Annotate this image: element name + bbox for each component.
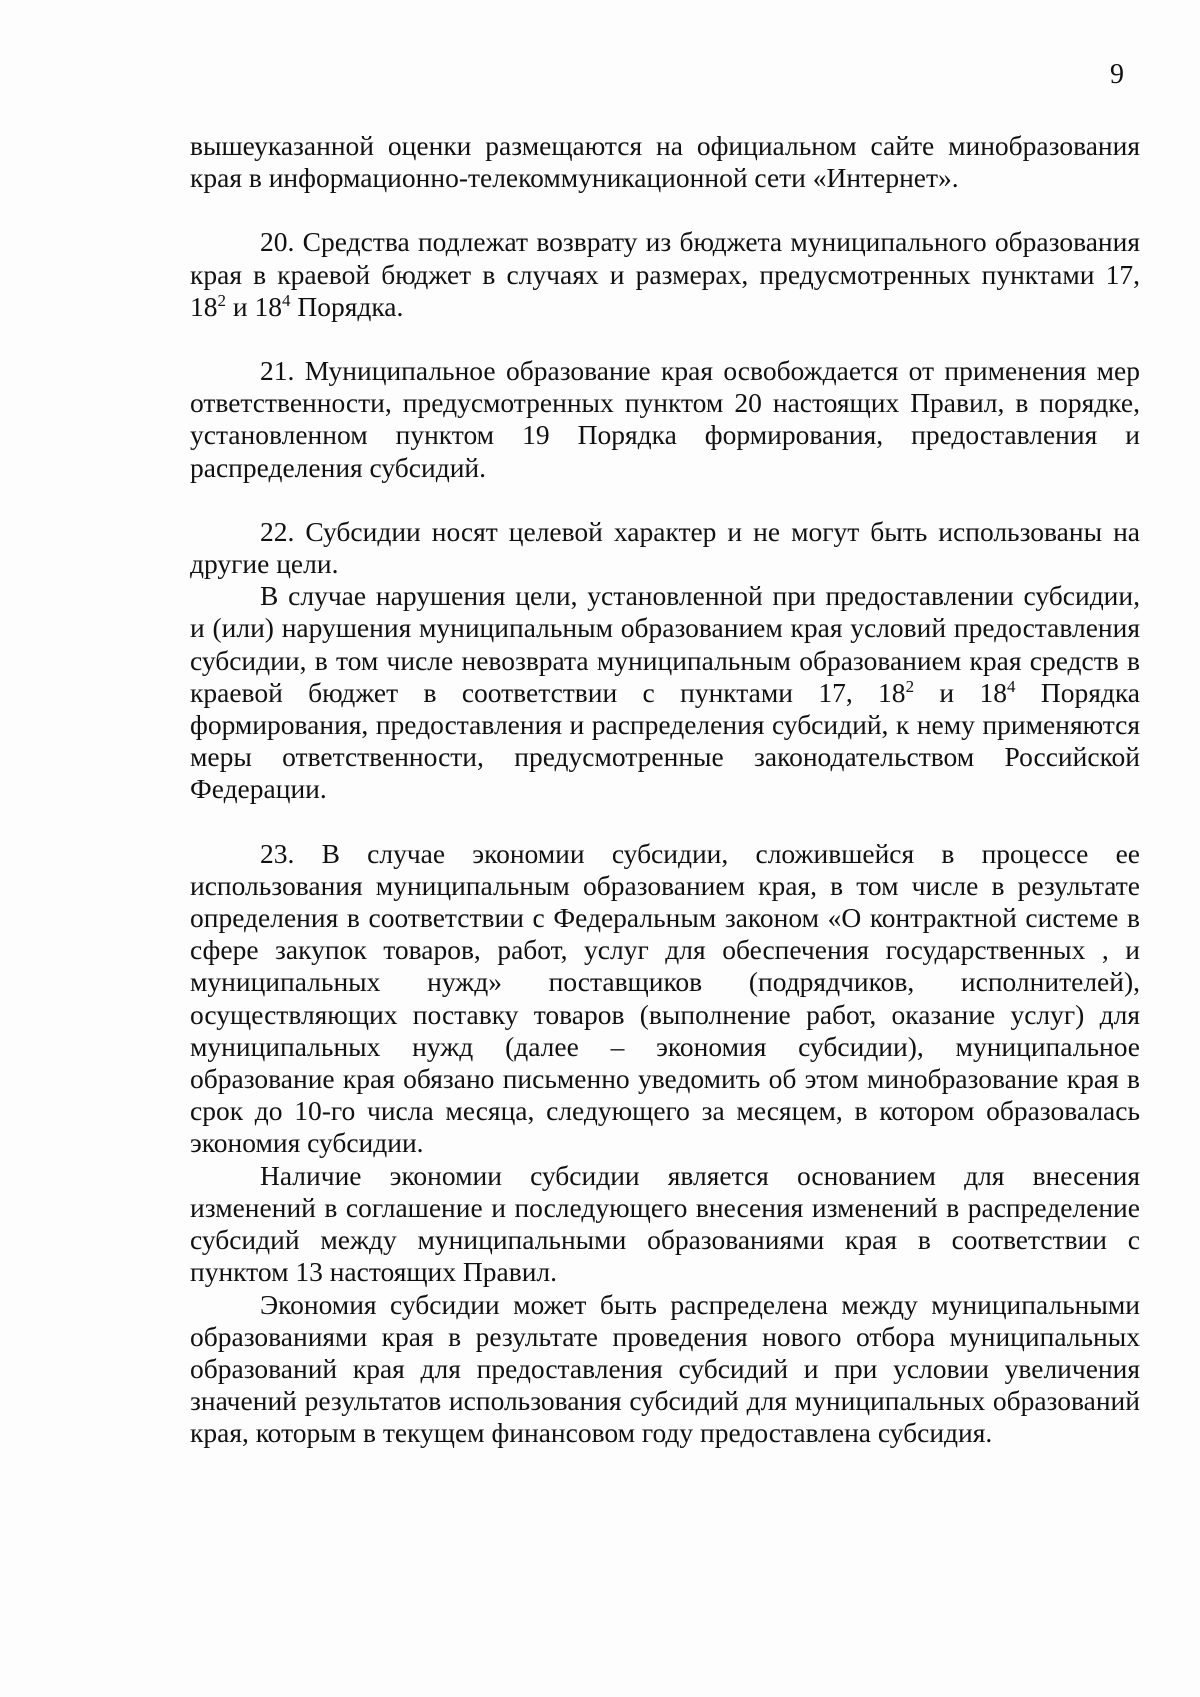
paragraph-item-23-redistribution: Экономия субсидии может быть распределена между муниципальными образованиями края в результате проведения нового отбора муниципальных образований края для предоставления субсидий и при условии увеличения значений результатов использования субсидий для муниципальных образований края, которым в текущем финансовом году предоставлена субсидия. (190, 1288, 1140, 1449)
superscript: 2 (905, 676, 915, 696)
paragraph-item-22: 22. Субсидии носят целевой характер и не могут быть использованы на другие цели. (190, 515, 1140, 580)
paragraph-text: и 18 (226, 290, 282, 322)
paragraph-text: В случае нарушения цели, установленной при предоставлении субсидии, и (или) нарушения муниципальным образованием края условий предоставления субсидии, в том числе невозврата муниципальным образованием края средств в краевой бюджет в соответствии с пунктами 17, 18 (190, 580, 1140, 708)
paragraph-text: 20. Средства подлежат возврату из бюджета муниципального образования края в краевой бюджет в случаях и размерах, предусмотренных пунктами 17, 18 (190, 226, 1140, 322)
paragraph-item-21: 21. Муниципальное образование края освобождается от применения мер ответственности, предусмотренных пунктом 20 настоящих Правил, в порядке, установленном пунктом 19 Порядка формирования, предоставления и распределения субсидий. (190, 355, 1140, 483)
paragraph-item-22-violation (190, 580, 1140, 805)
superscript: 4 (1007, 676, 1016, 696)
superscript: 2 (217, 290, 226, 310)
page-number: 9 (1110, 59, 1124, 90)
paragraph-item-20 (190, 226, 1140, 323)
paragraph-item-23-savings-basis: Наличие экономии субсидии является основанием для внесения изменений в соглашение и последующего внесения изменений в распределение субсидий между муниципальными образованиями края в соответствии с пунктом 13 настоящих Правил. (190, 1159, 1140, 1288)
paragraph-text: Порядка. (290, 290, 404, 322)
document-body (190, 130, 1140, 1450)
paragraph-item-23: 23. В случае экономии субсидии, сложившейся в процессе ее использования муниципальным образованием края, в том числе в результате определения в соответствии с Федеральным законом «О контрактной системе в сфере закупок товаров, работ, услуг для обеспечения государственных , и муниципальных нужд» поставщиков (подрядчиков, исполнителей), осуществляющих поставку товаров (выполнение работ, оказание услуг) для муниципальных нужд (далее – экономия субсидии), муниципальное образование края обязано письменно уведомить об этом минобразование края в срок до 10-го числа месяца, следующего за месяцем, в котором образовалась экономия субсидии. (190, 837, 1140, 1159)
paragraph-text: и 18 (914, 676, 1007, 708)
paragraph-continuation: вышеуказанной оценки размещаются на официальном сайте минобразования края в информационно-телекоммуникационной сети «Интернет». (190, 130, 1140, 194)
paragraph-text: Порядка формирования, предоставления и распределения субсидий, к нему применяются меры ответственности, предусмотренные законодательством Российской Федерации. (190, 676, 1141, 805)
superscript: 4 (281, 290, 291, 310)
